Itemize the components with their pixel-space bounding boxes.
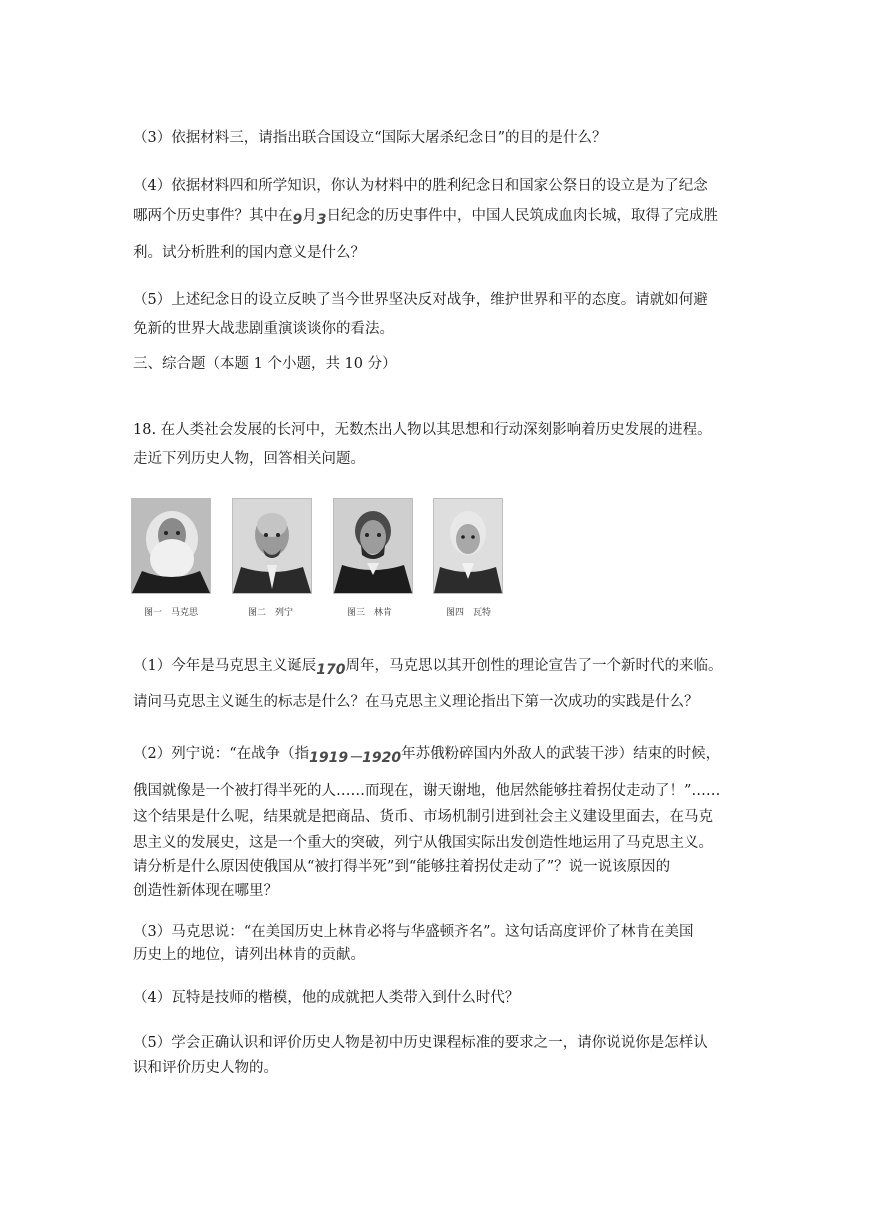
question-18-line-2: 走近下列历史人物，回答相关问题。 (133, 451, 365, 467)
figure-caption-2: 图二 列宁 (248, 608, 294, 618)
month-number: 9 (292, 212, 303, 228)
figure-caption-3: 图三 林肯 (347, 608, 393, 618)
day-number: 3 (316, 212, 327, 228)
subquestion-2-line-6: 创造性新体现在哪里？ (133, 883, 278, 899)
portrait-marx (131, 498, 211, 594)
subquestion-4: （4）瓦特是技师的楷模，他的成就把人类带入到什么时代？ (133, 990, 520, 1006)
subquestion-1-prefix: （1）今年是马克思主义诞辰 (133, 658, 317, 674)
question-4-line-1: （4）依据材料四和所学知识，你认为材料中的胜利纪念日和国家公祭日的设立是为了纪念 (133, 178, 708, 194)
question-4-line-2 (133, 206, 718, 226)
question-5-line-2: 免新的世界大战悲剧重演谈谈你的看法。 (133, 321, 394, 337)
portrait-lincoln-image (334, 499, 412, 593)
subquestion-2-prefix: （2）列宁说：“在战争（指 (133, 746, 310, 762)
portrait-watt (433, 498, 503, 594)
question-4-line-2-suffix: 日纪念的历史事件中，中国人民筑成血肉长城，取得了完成胜 (326, 208, 718, 224)
section-heading: 三、综合题（本题 1 个小题，共 10 分） (133, 356, 397, 372)
subquestion-2-line-1 (133, 744, 720, 764)
portrait-lincoln (333, 498, 413, 594)
subquestion-1-line-2: 请问马克思主义诞生的标志是什么？在马克思主义理论指出下第一次成功的实践是什么？ (133, 694, 699, 710)
figure-caption-4: 图四 瓦特 (446, 608, 492, 618)
subquestion-2-suffix: 年苏俄粉碎国内外敌人的武装干涉）结束的时候， (401, 746, 721, 762)
month-unit: 月 (302, 208, 317, 224)
subquestion-1-line-1 (133, 656, 722, 676)
portrait-lenin (232, 498, 312, 594)
year-range: 1919－1920 (309, 750, 402, 766)
subquestion-5-line-1: （5）学会正确认识和评价历史人物是初中历史课程标准的要求之一，请你说说你是怎样认 (133, 1035, 708, 1051)
subquestion-3-line-2: 历史上的地位，请列出林肯的贡献。 (133, 947, 365, 963)
subquestion-2-line-5: 请分析是什么原因使俄国从“被打得半死”到“能够拄着拐仗走动了”？说一说该原因的 (133, 859, 671, 875)
question-5-line-1: （5）上述纪念日的设立反映了当今世界坚决反对战争，维护世界和平的态度。请就如何避 (133, 292, 708, 308)
subquestion-2-line-3: 这个结果是什么呢，结果就是把商品、货币、市场机制引进到社会主义建设里面去，在马克 (133, 809, 713, 825)
subquestion-2-line-2: 俄国就像是一个被打得半死的人……而现在，谢天谢地，他居然能够拄着拐仗走动了！”…… (133, 783, 721, 799)
question-18-line-1: 18. 在人类社会发展的长河中，无数杰出人物以其思想和行动深刻影响着历史发展的进程。 (133, 422, 712, 438)
figure-caption-1: 图一 马克思 (144, 608, 199, 618)
portrait-watt-image (434, 499, 502, 593)
subquestion-1-suffix: 周年，马克思以其开创性的理论宣告了一个新时代的来临。 (345, 658, 723, 674)
question-4-line-3: 利。试分析胜利的国内意义是什么？ (133, 245, 365, 261)
subquestion-3-line-1: （3）马克思说：“在美国历史上林肯必将与华盛顿齐名”。这句话高度评价了林肯在美国 (133, 924, 694, 940)
portrait-lenin-image (233, 499, 311, 593)
question-3: （3）依据材料三，请指出联合国设立“国际大屠杀纪念日”的目的是什么？ (133, 130, 607, 146)
subquestion-2-line-4: 思主义的发展史，这是一个重大的突破，列宁从俄国实际出发创造性地运用了马克思主义。 (133, 835, 713, 851)
subquestion-5-line-2: 识和评价历史人物的。 (133, 1060, 278, 1076)
portrait-marx-image (132, 499, 210, 593)
anniversary-number: 170 (316, 662, 346, 678)
question-4-line-2-prefix: 哪两个历史事件？其中在 (133, 208, 293, 224)
